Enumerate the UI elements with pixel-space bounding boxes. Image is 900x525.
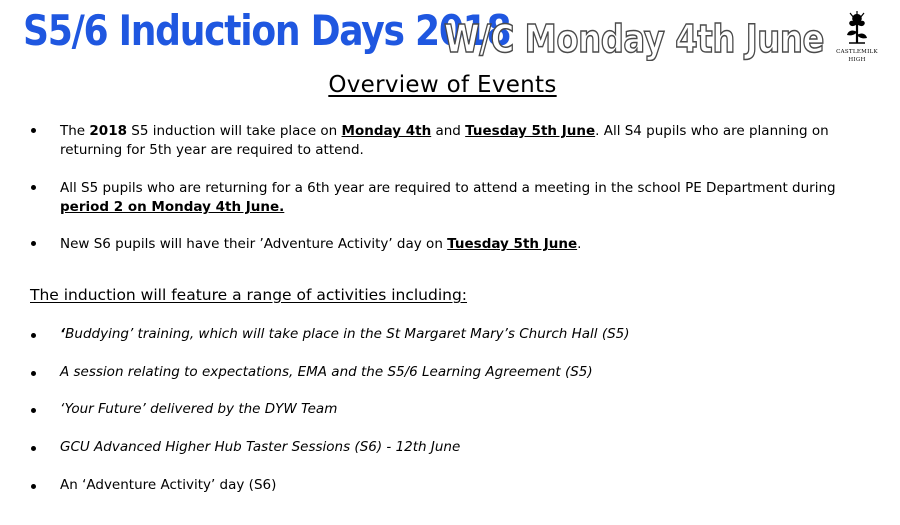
bullet-icon — [31, 446, 36, 451]
activity-item — [60, 438, 860, 457]
school-logo — [832, 10, 882, 66]
body-text: The — [60, 123, 90, 139]
list-item — [60, 122, 860, 160]
body-text: S5 induction will take place on — [126, 123, 342, 139]
emphasis-text: Monday 4th — [341, 123, 432, 139]
activity-item — [60, 476, 860, 495]
activity-item — [60, 363, 860, 382]
emphasis-text: 2018 — [89, 123, 127, 139]
bullet-icon — [31, 408, 36, 413]
body-text: . — [577, 236, 582, 252]
page-title: S5/6 Induction Days 2018 — [23, 6, 511, 55]
bullet-icon — [31, 371, 36, 376]
activities-heading: The induction will feature a range of activities including: — [30, 286, 468, 304]
logo-text-line2: HIGH — [848, 57, 866, 63]
bullet-icon — [31, 333, 36, 338]
activity-text: ‘Your Future’ delivered by the DYW Team — [60, 401, 338, 417]
list-item — [60, 179, 860, 217]
body-text: . All S4 pupils who are planning on returning for 5th year are required to attend. — [60, 123, 829, 158]
body-text: All S5 pupils who are returning for a 6th year are required to attend a meeting in the school PE Department during — [60, 180, 836, 196]
emphasis-text: Tuesday 5th June — [447, 236, 578, 252]
activity-item — [60, 400, 860, 419]
emphasis-text: period 2 on Monday 4th June. — [60, 199, 285, 215]
body-text: New S6 pupils will have their ’Adventure Activity’ day on — [60, 236, 448, 252]
emphasis-text: Tuesday 5th June — [465, 123, 596, 139]
logo-text-line1: CASTLEMILK — [836, 49, 878, 55]
activity-item — [60, 325, 860, 344]
activity-text: An ‘Adventure Activity’ day (S6) — [60, 477, 277, 493]
overview-heading: Overview of Events — [328, 72, 557, 98]
page-subtitle: W/C Monday 4th June — [444, 17, 824, 61]
body-text: and — [431, 123, 466, 139]
activity-text: Buddying’ training, which will take place in the St Margaret Mary’s Church Hall (S5) — [65, 326, 630, 342]
activity-prefix: ‘ — [60, 326, 66, 342]
school-crest-icon — [832, 10, 882, 48]
list-item — [60, 235, 860, 254]
activity-text: GCU Advanced Higher Hub Taster Sessions (S6) - 12th June — [60, 439, 461, 455]
bullet-icon — [31, 128, 36, 133]
activity-text: A session relating to expectations, EMA and the S5/6 Learning Agreement (S5) — [60, 364, 593, 380]
bullet-icon — [31, 241, 36, 246]
bullet-icon — [31, 484, 36, 489]
bullet-icon — [31, 185, 36, 190]
